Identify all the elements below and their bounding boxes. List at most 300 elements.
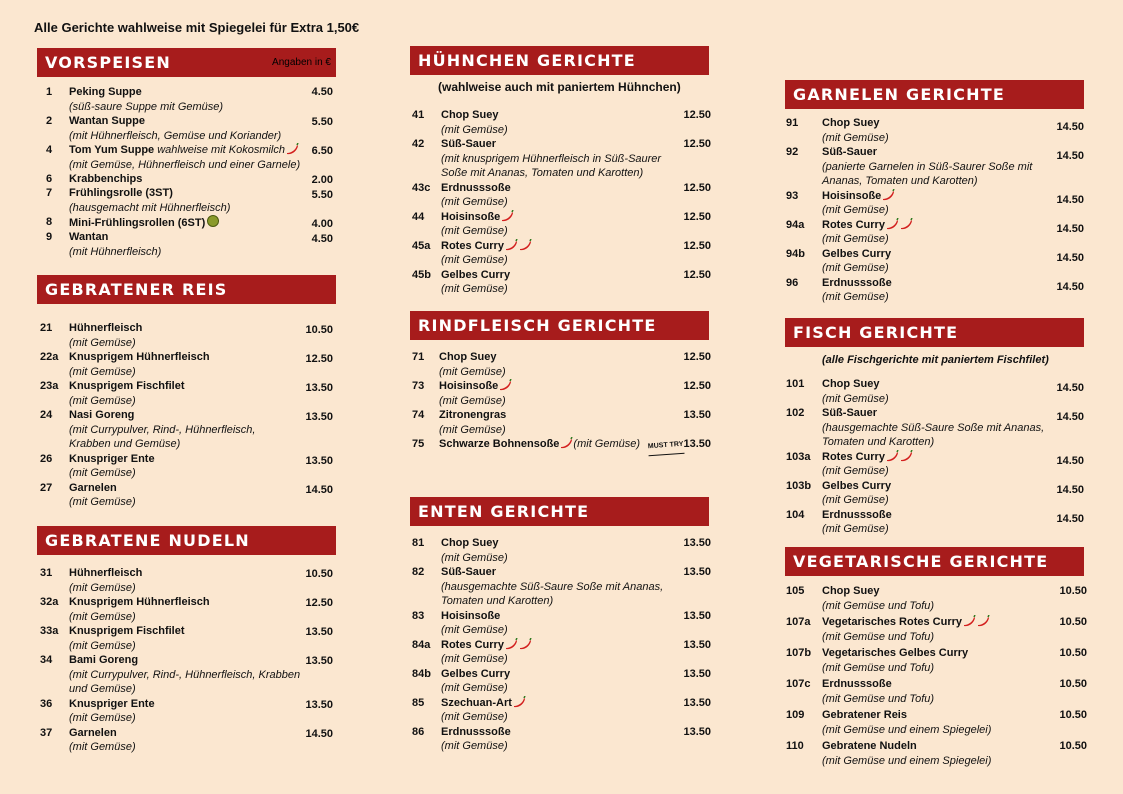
- item-description: (süß-saure Suppe mit Gemüse): [69, 100, 224, 113]
- item-number: 44: [412, 210, 425, 223]
- item-name: Chop Suey: [822, 585, 880, 597]
- item-number: 24: [40, 409, 53, 421]
- item-price: 14.50: [1056, 411, 1084, 423]
- menu-item: [412, 565, 711, 609]
- item-number: 71: [412, 351, 425, 363]
- item-number: 74: [412, 409, 425, 421]
- section-title: FISCH GERICHTE: [793, 323, 959, 342]
- item-description: (mit Gemüse): [822, 465, 889, 477]
- item-description: (mit Gemüse): [573, 438, 641, 450]
- item-description: (mit Gemüse): [439, 423, 506, 436]
- item-price: 12.50: [683, 351, 711, 363]
- menu-item: [46, 85, 333, 114]
- item-description: (mit Gemüse): [441, 653, 508, 665]
- must-try-badge: MUST TRY: [648, 438, 685, 456]
- item-description: (hausgemachte Süß-Saure Soße mit Ananas,: [822, 421, 1045, 434]
- menu-item: [40, 321, 333, 350]
- menu-item: [786, 646, 1087, 675]
- item-price: 10.50: [1059, 585, 1087, 597]
- item-number: 110: [786, 740, 804, 752]
- menu-item: [412, 108, 711, 137]
- item-name: Frühlingsrolle (3ST): [69, 187, 173, 199]
- item-name: Erdnusssoße: [822, 276, 892, 289]
- item-price: 5.50: [311, 189, 333, 201]
- item-name: Gelbes Curry: [822, 247, 892, 260]
- item-name: Krabbenchips: [69, 173, 143, 185]
- section-note: (wahlweise auch mit paniertem Hühnchen): [438, 80, 681, 94]
- section-header: [410, 497, 709, 526]
- item-price: 10.50: [305, 568, 333, 580]
- item-price: 12.50: [683, 239, 711, 252]
- item-price: 13.50: [683, 667, 711, 680]
- item-description: (mit Hühnerfleisch, Gemüse und Koriander): [69, 129, 282, 142]
- menu-item: [40, 350, 333, 379]
- menu-item: [786, 615, 1087, 644]
- item-name: Garnelen: [69, 726, 117, 739]
- menu-item: [46, 186, 333, 215]
- item-name: Wantan Suppe: [69, 115, 145, 127]
- item-name: Erdnusssoße: [441, 181, 511, 194]
- item-number: 75: [412, 438, 425, 450]
- item-number: 2: [46, 115, 53, 127]
- item-number: 107a: [786, 616, 811, 628]
- item-price: 14.50: [1056, 222, 1084, 235]
- item-price: 4.50: [311, 86, 333, 98]
- item-number: 91: [786, 117, 799, 129]
- chili-icon: [885, 218, 899, 230]
- menu-item: [786, 276, 1084, 305]
- section-header: [785, 80, 1084, 109]
- vegetarian-icon: [207, 215, 219, 227]
- item-number: 83: [412, 609, 425, 622]
- item-number: 8: [46, 216, 53, 228]
- item-description: (mit Hühnerfleisch): [69, 245, 162, 258]
- item-name: Gelbes Curry: [441, 268, 511, 281]
- item-number: 32a: [40, 596, 59, 608]
- item-description: (mit Gemüse): [69, 394, 136, 407]
- section-title: VORSPEISEN: [45, 53, 171, 72]
- item-number: 94a: [786, 218, 805, 231]
- item-price: 10.50: [305, 324, 333, 336]
- item-price: 10.50: [1059, 740, 1087, 752]
- item-description-cont: und Gemüse): [69, 683, 136, 695]
- item-name: Chop Suey: [441, 109, 499, 121]
- item-description: (mit Gemüse): [441, 225, 508, 237]
- item-number: 23a: [40, 380, 59, 392]
- chili-icon: [885, 450, 899, 462]
- item-price: 14.50: [1056, 150, 1084, 162]
- item-name: Erdnusssoße: [822, 508, 892, 521]
- item-price: 12.50: [683, 138, 711, 150]
- item-name: Hoisinsoße: [441, 210, 501, 223]
- item-name: Peking Suppe: [69, 86, 142, 98]
- item-description: (mit Gemüse und einem Spiegelei): [822, 754, 992, 767]
- menu-item: [40, 726, 333, 755]
- item-number: 45a: [412, 239, 431, 252]
- item-name: Mini-Frühlingsrollen (6ST): [69, 217, 206, 229]
- menu-item: [40, 408, 333, 452]
- item-description: (mit Gemüse): [441, 551, 508, 564]
- item-name: Szechuan-Art: [441, 696, 512, 709]
- section-title: GEBRATENE NUDELN: [45, 531, 250, 550]
- item-name: Erdnusssoße: [822, 678, 892, 690]
- item-description: (mit Gemüse): [822, 262, 889, 274]
- item-name: Chop Suey: [439, 351, 497, 363]
- item-price: 13.50: [305, 626, 333, 638]
- item-number: 21: [40, 322, 53, 334]
- item-number: 41: [412, 109, 425, 121]
- item-number: 105: [786, 585, 805, 597]
- item-number: 1: [46, 86, 53, 98]
- section-garnelen: [785, 80, 1084, 109]
- section-title: GEBRATENER REIS: [45, 280, 228, 299]
- item-number: 96: [786, 276, 799, 289]
- item-description: (mit Gemüse und Tofu): [822, 599, 935, 612]
- item-description: (mit Gemüse): [822, 233, 889, 245]
- item-description: (mit Gemüse und Tofu): [822, 661, 935, 674]
- item-price: 10.50: [1059, 678, 1087, 690]
- menu-item: [786, 677, 1087, 706]
- menu-item: [786, 218, 1084, 247]
- item-name: Chop Suey: [822, 117, 880, 129]
- item-description: (mit Gemüse): [69, 610, 136, 623]
- section-header: [785, 318, 1084, 347]
- item-number: 92: [786, 146, 799, 158]
- menu-item: [40, 379, 333, 408]
- item-price: 13.50: [305, 411, 333, 423]
- menu-item: [786, 739, 1087, 768]
- item-name: Knusprigem Fischfilet: [69, 625, 185, 637]
- section-header: [410, 46, 709, 75]
- item-price: 13.50: [305, 382, 333, 394]
- menu-item: [786, 377, 1084, 406]
- menu-item: [786, 479, 1084, 508]
- item-description-cont: Krabben und Gemüse): [69, 438, 181, 450]
- menu-item: [40, 697, 333, 726]
- section-title: GARNELEN GERICHTE: [793, 85, 1005, 104]
- item-price: 13.50: [683, 638, 711, 651]
- item-description: (mit Gemüse): [441, 624, 508, 636]
- item-number: 85: [412, 696, 425, 709]
- menu-item: [46, 215, 333, 231]
- menu-item: [412, 137, 711, 181]
- item-name: Zitronengras: [439, 409, 507, 421]
- item-price: 14.50: [1056, 280, 1084, 293]
- item-description: (hausgemacht mit Hühnerfleisch): [69, 201, 231, 214]
- item-description: (mit Gemüse und Tofu): [822, 692, 935, 705]
- item-name: Vegetarisches Gelbes Curry: [822, 647, 969, 659]
- item-description: (mit Gemüse und Tofu): [822, 630, 935, 643]
- item-number: 101: [786, 378, 805, 390]
- item-description: (mit Gemüse): [822, 291, 889, 303]
- item-number: 6: [46, 173, 53, 185]
- menu-item: [412, 638, 711, 667]
- item-price: 12.50: [305, 597, 333, 609]
- item-name: Erdnusssoße: [441, 725, 511, 738]
- item-price: 14.50: [1056, 382, 1084, 394]
- item-number: 103a: [786, 450, 811, 463]
- section-header: [37, 275, 336, 304]
- item-number: 102: [786, 407, 805, 419]
- item-price: 14.50: [1056, 121, 1084, 133]
- section-title: VEGETARISCHE GERICHTE: [793, 552, 1049, 571]
- item-description: (mit Gemüse): [441, 740, 508, 752]
- item-name: Knusprigem Hühnerfleisch: [69, 351, 210, 363]
- menu-item: [412, 181, 711, 210]
- item-name: Schwarze Bohnensoße: [439, 438, 560, 450]
- menu-item: [412, 667, 711, 696]
- menu-item: [40, 653, 333, 697]
- item-name: Chop Suey: [441, 537, 499, 549]
- item-price: 14.50: [1056, 483, 1084, 496]
- item-price: 12.50: [683, 268, 711, 281]
- menu-item: [412, 350, 711, 379]
- item-name: Hoisinsoße: [441, 609, 501, 622]
- menu-item: [786, 508, 1084, 537]
- chili-icon: [976, 615, 990, 627]
- menu-item: [46, 230, 333, 259]
- section-title: HÜHNCHEN GERICHTE: [418, 51, 636, 70]
- item-number: 27: [40, 481, 53, 494]
- extra-egg-note: Alle Gerichte wahlweise mit Spiegelei für Extra 1,50€: [34, 20, 360, 35]
- menu-item: [412, 609, 711, 638]
- item-number: 26: [40, 452, 53, 465]
- chili-icon: [504, 239, 518, 251]
- item-price: 13.50: [683, 566, 711, 578]
- item-description: (mit Gemüse): [822, 392, 889, 405]
- item-description: (mit Gemüse): [69, 712, 136, 724]
- item-name: Süß-Sauer: [441, 138, 497, 150]
- item-number: 22a: [40, 351, 59, 363]
- item-price: 14.50: [305, 727, 333, 740]
- item-price: 4.50: [311, 233, 333, 245]
- chili-icon: [504, 638, 518, 650]
- section-title: ENTEN GERICHTE: [418, 502, 590, 521]
- item-price: 14.50: [1056, 512, 1084, 525]
- item-name: Knuspriger Ente: [69, 697, 155, 710]
- item-name: Bami Goreng: [69, 654, 139, 666]
- menu-item: [40, 624, 333, 653]
- menu-item: [786, 584, 1087, 613]
- chili-icon: [881, 189, 895, 201]
- item-description: (mit Gemüse): [441, 711, 508, 723]
- item-number: 36: [40, 697, 53, 710]
- menu-item: [412, 437, 711, 455]
- item-description: (mit Gemüse): [69, 365, 136, 378]
- item-number: 103b: [786, 479, 812, 492]
- item-name: Hoisinsoße: [439, 380, 499, 392]
- item-description: (mit Gemüse): [441, 682, 508, 694]
- item-price: 13.50: [683, 438, 711, 450]
- item-description: (hausgemachte Süß-Saure Soße mit Ananas,: [441, 580, 664, 593]
- chili-icon: [518, 239, 532, 251]
- section-header: [37, 48, 336, 77]
- item-name: Nasi Goreng: [69, 409, 135, 421]
- item-number: 37: [40, 726, 53, 739]
- item-number: 33a: [40, 625, 59, 637]
- section-header: [410, 311, 709, 340]
- item-number: 81: [412, 537, 425, 549]
- item-description: (mit Gemüse): [439, 394, 506, 407]
- menu-item: [40, 452, 333, 481]
- menu-item: [46, 172, 333, 187]
- item-price: 4.00: [311, 218, 333, 230]
- menu-item: [412, 268, 711, 297]
- item-number: 84b: [412, 667, 431, 680]
- item-number: 104: [786, 508, 805, 521]
- item-price: 10.50: [1059, 616, 1087, 628]
- item-option: wahlweise mit Kokosmilch: [157, 144, 285, 156]
- item-name: Gelbes Curry: [822, 479, 892, 492]
- menu-item: [412, 210, 711, 239]
- item-description: (panierte Garnelen in Süß-Saurer Soße mit: [822, 160, 1033, 173]
- section-gebratene-nudeln: [37, 526, 336, 555]
- item-price: 13.50: [683, 409, 711, 421]
- item-name: Rotes Curry: [822, 450, 885, 463]
- item-description: (mit knusprigem Hühnerfleisch in Süß-Saurer: [441, 152, 662, 165]
- item-number: 86: [412, 725, 425, 738]
- item-name: Rotes Curry: [441, 239, 504, 252]
- section-enten: [410, 497, 709, 526]
- item-description: (mit Currypulver, Rind-, Hühnerfleisch, Krabben: [69, 668, 301, 681]
- item-description: (mit Gemüse): [441, 123, 508, 136]
- menu-item: [412, 408, 711, 437]
- item-number: 94b: [786, 247, 805, 260]
- item-description: (mit Gemüse): [822, 204, 889, 216]
- menu-item: [40, 566, 333, 595]
- item-name: Rotes Curry: [822, 218, 885, 231]
- item-description: (mit Gemüse): [441, 283, 508, 295]
- item-name: Knusprigem Hühnerfleisch: [69, 596, 210, 608]
- item-price: 14.50: [1056, 193, 1084, 206]
- item-price: 13.50: [683, 696, 711, 709]
- item-name: Süß-Sauer: [822, 407, 878, 419]
- item-price: 12.50: [683, 380, 711, 392]
- chili-icon: [899, 218, 913, 230]
- item-description: (mit Gemüse): [822, 523, 889, 535]
- menu-item: [412, 379, 711, 408]
- menu-item: [412, 239, 711, 268]
- item-number: 43c: [412, 181, 431, 194]
- section-header: [37, 526, 336, 555]
- item-description: (mit Gemüse): [822, 131, 889, 144]
- item-description-cont: Soße mit Ananas, Tomaten und Karotten): [441, 167, 644, 179]
- item-price: 2.00: [311, 174, 333, 186]
- item-price: 13.50: [305, 698, 333, 711]
- item-name: Rotes Curry: [441, 638, 504, 651]
- item-description: (mit Gemüse): [441, 254, 508, 266]
- item-price: 12.50: [305, 353, 333, 365]
- chili-icon: [500, 210, 514, 222]
- item-name: Chop Suey: [822, 378, 880, 390]
- item-name: Tom Yum Suppe: [69, 144, 155, 156]
- section-note: (alle Fischgerichte mit paniertem Fischfilet): [822, 354, 1049, 366]
- item-price: 13.50: [683, 609, 711, 622]
- item-number: 45b: [412, 268, 431, 281]
- chili-icon: [498, 379, 512, 391]
- chili-icon: [512, 696, 526, 708]
- item-name: Gebratener Reis: [822, 709, 907, 721]
- item-number: 84a: [412, 638, 431, 651]
- item-description-cont: Ananas, Tomaten und Karotten): [822, 175, 978, 187]
- item-description: (mit Gemüse, Hühnerfleisch und einer Garnele): [69, 158, 301, 171]
- menu-item: [40, 481, 333, 510]
- menu-item: [412, 536, 711, 565]
- item-name: Süß-Sauer: [441, 566, 497, 578]
- menu-item: [40, 595, 333, 624]
- item-number: 107b: [786, 647, 812, 659]
- item-number: 7: [46, 187, 53, 199]
- item-description: (mit Gemüse): [69, 336, 136, 349]
- menu-item: [412, 696, 711, 725]
- item-name: Gebratene Nudeln: [822, 740, 917, 752]
- item-price: 13.50: [683, 725, 711, 738]
- menu-item: [46, 143, 333, 172]
- item-description: (mit Gemüse): [441, 196, 508, 208]
- item-price: 10.50: [1059, 709, 1087, 721]
- section-rindfleisch: [410, 311, 709, 340]
- chili-icon: [559, 437, 573, 449]
- section-fisch: [785, 318, 1084, 347]
- section-huehnchen: [410, 46, 709, 75]
- item-price: 12.50: [683, 181, 711, 194]
- item-number: 42: [412, 138, 425, 150]
- item-number: 31: [40, 567, 53, 579]
- chili-icon: [962, 615, 976, 627]
- item-price: 5.50: [311, 116, 333, 128]
- item-name: Wantan: [69, 231, 109, 243]
- item-number: 107c: [786, 678, 811, 690]
- currency-note: Angaben in €: [272, 57, 331, 68]
- item-name: Süß-Sauer: [822, 146, 878, 158]
- menu-item: [786, 145, 1084, 189]
- chili-icon: [518, 638, 532, 650]
- item-price: 13.50: [683, 537, 711, 549]
- item-name: Hoisinsoße: [822, 189, 882, 202]
- item-number: 73: [412, 380, 425, 392]
- item-description: (mit Gemüse): [69, 581, 136, 594]
- item-price: 12.50: [683, 109, 711, 121]
- item-description: (mit Currypulver, Rind-, Hühnerfleisch,: [69, 423, 256, 436]
- item-price: 14.50: [305, 483, 333, 496]
- item-number: 82: [412, 566, 425, 578]
- item-name: Hühnerfleisch: [69, 322, 143, 334]
- section-header: [785, 547, 1084, 576]
- menu-item: [786, 189, 1084, 218]
- menu-item: [46, 114, 333, 143]
- item-description-cont: Tomaten und Karotten): [822, 436, 935, 448]
- item-name: Garnelen: [69, 481, 117, 494]
- section-vorspeisen: [37, 48, 336, 77]
- item-description: (mit Gemüse): [69, 467, 136, 479]
- menu-item: [786, 116, 1084, 145]
- item-number: 93: [786, 189, 799, 202]
- item-description: (mit Gemüse): [822, 494, 889, 506]
- item-price: 14.50: [1056, 251, 1084, 264]
- menu-item: [786, 708, 1087, 737]
- item-price: 13.50: [305, 655, 333, 667]
- item-name: Gelbes Curry: [441, 667, 511, 680]
- menu-item: [786, 406, 1084, 450]
- item-description: (mit Gemüse): [69, 496, 136, 508]
- chili-icon: [285, 143, 299, 155]
- item-description: (mit Gemüse): [69, 639, 136, 652]
- item-price: 14.50: [1056, 454, 1084, 467]
- item-number: 109: [786, 709, 805, 721]
- item-number: 34: [40, 654, 53, 666]
- item-number: 4: [46, 144, 53, 156]
- chili-icon: [899, 450, 913, 462]
